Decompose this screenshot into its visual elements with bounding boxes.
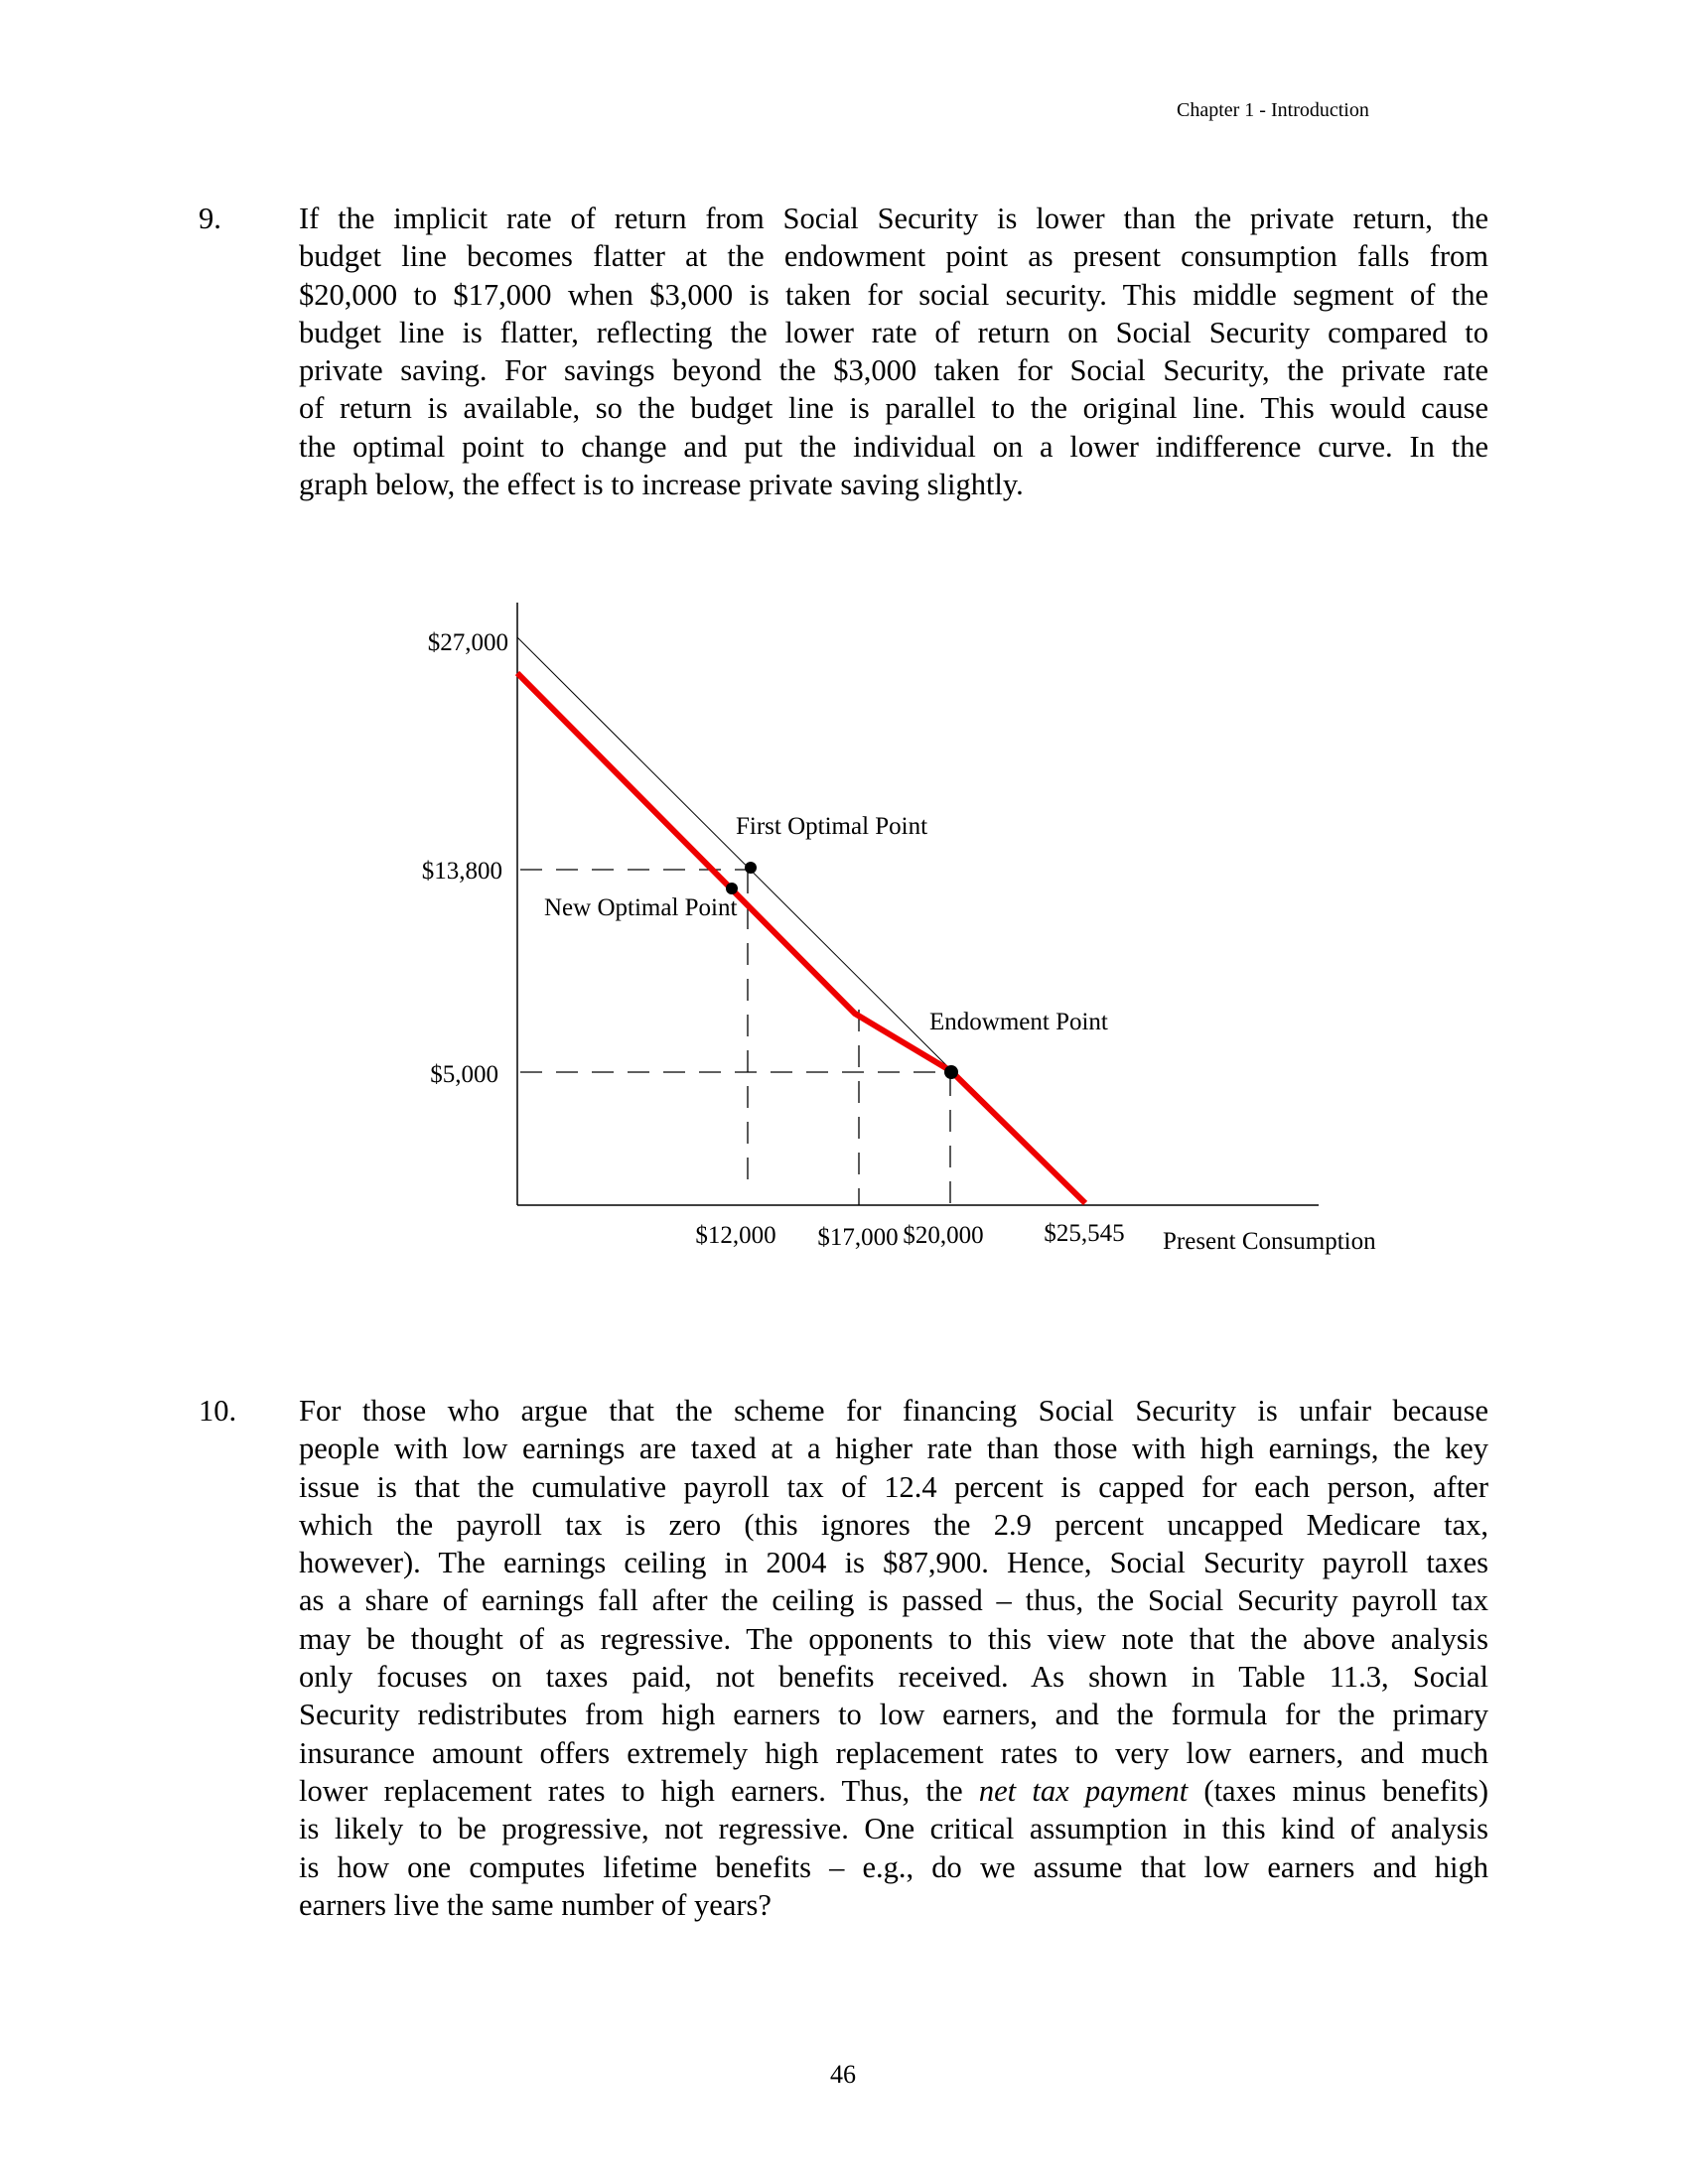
text-line: may be thought of as regressive. The opponents to this view note that the above analysis	[299, 1621, 1488, 1656]
text-line: Security redistributes from high earners to low earners, and the formula for the primary	[299, 1698, 1488, 1732]
text-line: people with low earnings are taxed at a higher rate than those with high earnings, the key	[299, 1432, 1488, 1466]
text-line: private saving. For savings beyond the $3,000 taken for Social Security, the private rate	[299, 353, 1488, 388]
text-line: insurance amount offers extremely high replacement rates to very low earners, and much	[299, 1735, 1488, 1770]
y-tick-label: $5,000	[430, 1061, 498, 1088]
x-tick-label: $17,000	[817, 1224, 899, 1251]
text-line: however). The earnings ceiling in 2004 is $87,900. Hence, Social Security payroll taxes	[299, 1546, 1488, 1580]
x-tick-label: $20,000	[903, 1222, 984, 1249]
text-line: For those who argue that the scheme for financing Social Security is unfair because	[299, 1394, 1488, 1428]
text-line-with-emphasis	[299, 1772, 1488, 1810]
text-line: earners live the same number of years?	[299, 1887, 772, 1922]
text-line: is how one computes lifetime benefits – e.g., do we assume that low earners and high	[299, 1849, 1488, 1884]
text-segment: lower replacement rates to high earners. Thus, the	[299, 1773, 979, 1808]
x-tick-label: $25,545	[1044, 1220, 1125, 1247]
running-header: Chapter 1 - Introduction	[1177, 99, 1369, 121]
first-optimal-point-marker	[745, 862, 757, 874]
item-number: 9.	[199, 202, 221, 235]
page-number: 46	[830, 2060, 856, 2089]
reference-lines	[520, 870, 951, 1205]
text-line: which the payroll tax is zero (this ignores the 2.9 percent uncapped Medicare tax,	[299, 1507, 1488, 1542]
item-paragraph	[299, 1392, 1488, 1924]
text-line: budget line becomes flatter at the endowment point as present consumption falls from	[299, 239, 1488, 274]
annotation-label: New Optimal Point	[544, 894, 738, 921]
social-security-budget-line	[517, 673, 1085, 1203]
text-line: of return is available, so the budget line is parallel to the original line. This would cause	[299, 391, 1488, 426]
y-tick-label: $27,000	[427, 629, 508, 656]
text-line: is likely to be progressive, not regressive. One critical assumption in this kind of analysis	[299, 1812, 1488, 1846]
text-line: graph below, the effect is to increase private saving slightly.	[299, 468, 1024, 502]
annotation-label: Endowment Point	[929, 1009, 1108, 1035]
y-tick-label: $13,800	[421, 858, 502, 885]
x-tick-label: $12,000	[695, 1222, 776, 1249]
text-line: as a share of earnings fall after the ceiling is passed – thus, the Social Security payroll tax	[299, 1583, 1488, 1618]
x-axis-title: Present Consumption	[1163, 1228, 1376, 1255]
new-optimal-point-marker	[726, 883, 738, 894]
text-line: If the implicit rate of return from Social Security is lower than the private return, the	[299, 202, 1488, 235]
text-line: issue is that the cumulative payroll tax of 12.4 percent is capped for each person, after	[299, 1469, 1488, 1504]
text-line: $20,000 to $17,000 when $3,000 is taken for social security. This middle segment of the	[299, 277, 1488, 312]
endowment-point-marker	[944, 1065, 958, 1079]
annotation-label: First Optimal Point	[736, 813, 928, 840]
emphasized-term: net tax payment	[978, 1773, 1189, 1808]
text-segment: (taxes minus benefits)	[1188, 1773, 1488, 1808]
text-line: budget line is flatter, reflecting the lower rate of return on Social Security compared to	[299, 315, 1488, 349]
text-line: only focuses on taxes paid, not benefits received. As shown in Table 11.3, Social	[299, 1660, 1488, 1695]
item-number: 10.	[199, 1394, 237, 1428]
text-line: the optimal point to change and put the individual on a lower indifference curve. In the	[299, 429, 1488, 464]
item-paragraph	[299, 200, 1488, 503]
original-budget-line	[517, 637, 951, 1070]
